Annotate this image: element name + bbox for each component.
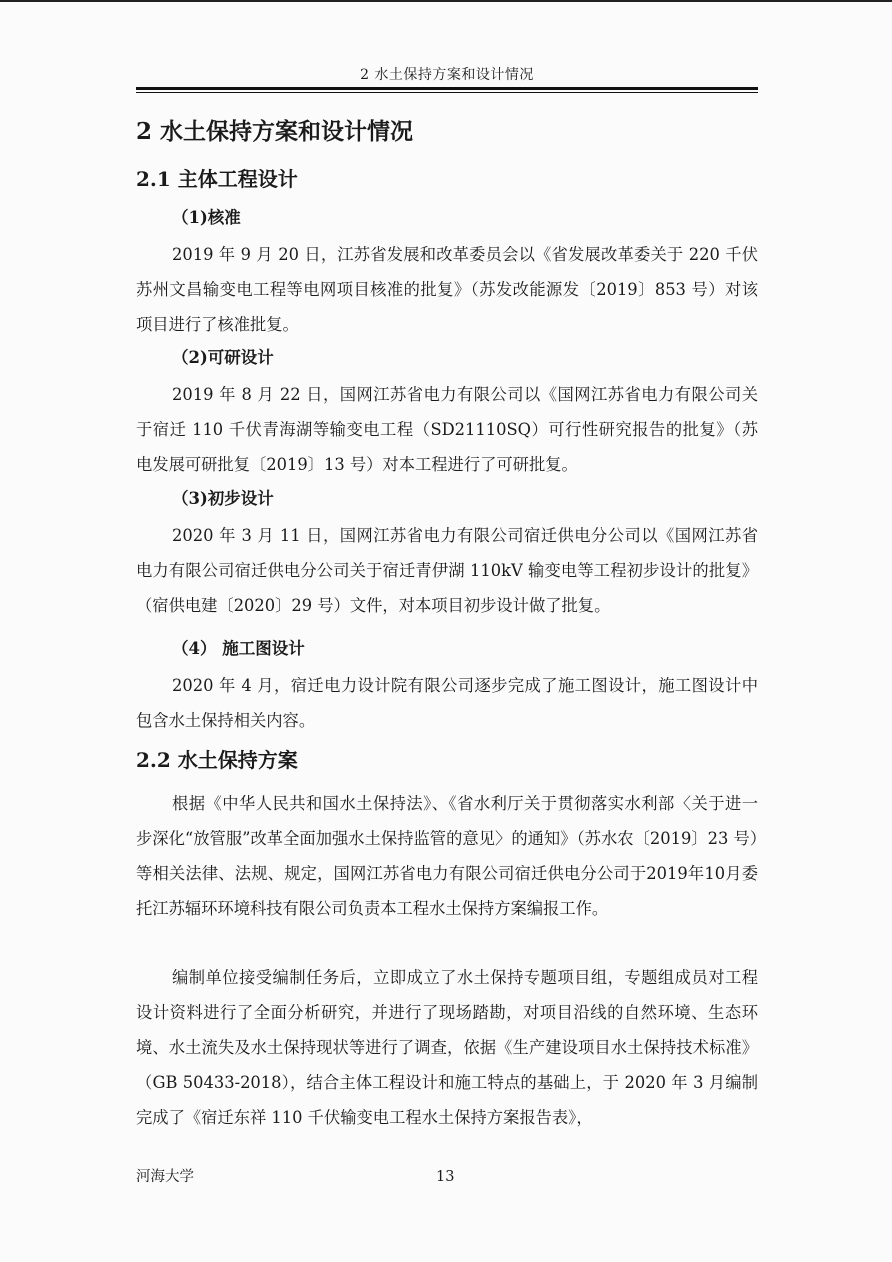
section-2-2-title: 2.2 水土保持方案 <box>136 748 298 772</box>
running-header: 2 水土保持方案和设计情况 <box>360 67 534 83</box>
item-3-heading: （3)初步设计 <box>172 489 274 508</box>
item-3-text: 2020 年 3 月 11 日，国网江苏省电力有限公司宿迁供电分公司以《国网江苏省电力有限公司宿迁供电分公司关于宿迁青伊湖 110kV 输变电等工程初步设计的批复》（宿供电建〔2020〕29 号）文件，对本项目初步设计做了批复。 <box>136 526 758 615</box>
section-2-2-paragraph: 编制单位接受编制任务后，立即成立了水土保持专题项目组，专题组成员对工程设计资料进行了全面分析研究，并进行了现场踏勘，对项目沿线的自然环境、生态环境、水土流失及水土保持现状等进行了调查，依据《生产建设项目水土保持技术标准》（GB 50433-2018），结合主体工程设计和施工特点的基础上，于 2020 年 3 月编制完成了《宿迁东祥 110 千伏输变电工程水土保持方案报告表》， <box>136 968 758 1127</box>
page-number: 13 <box>436 1169 455 1185</box>
section-2-2-paragraph: 根据《中华人民共和国水土保持法》、《省水利厅关于贯彻落实水利部〈关于进一步深化“放管服”改革全面加强水土保持监管的意见〉的通知》（苏水农〔2019〕23 号）等相关法律、法规、规定，国网江苏省电力有限公司宿迁供电分公司于2019年10月委托江苏辐环环境科技有限公司负责本工程水土保持方案编报工作。 <box>136 794 758 918</box>
chapter-title: 2 水土保持方案和设计情况 <box>136 118 414 145</box>
item-1-heading: （1)核准 <box>172 208 241 227</box>
item-4-heading: （4） 施工图设计 <box>172 639 305 658</box>
item-2-text: 2019 年 8 月 22 日，国网江苏省电力有限公司以《国网江苏省电力有限公司关于宿迁 110 千伏青海湖等输变电工程（SD21110SQ）可行性研究报告的批复》（苏电发展可研批复〔2019〕13 号）对本工程进行了可研批复。 <box>136 385 758 474</box>
header-rule-thin <box>136 92 758 93</box>
header-rule-thick <box>136 87 758 90</box>
item-4-text: 2020 年 4 月，宿迁电力设计院有限公司逐步完成了施工图设计，施工图设计中包含水土保持相关内容。 <box>136 676 758 730</box>
top-border-line <box>0 0 892 2</box>
footer-institution: 河海大学 <box>136 1169 194 1185</box>
item-2-heading: （2)可研设计 <box>172 348 274 367</box>
section-2-1-title: 2.1 主体工程设计 <box>136 167 298 191</box>
item-1-text: 2019 年 9 月 20 日，江苏省发展和改革委员会以《省发展改革委关于 220 千伏苏州文昌输变电工程等电网项目核准的批复》（苏发改能源发〔2019〕853 号）对该项目进行了核准批复。 <box>136 245 758 334</box>
